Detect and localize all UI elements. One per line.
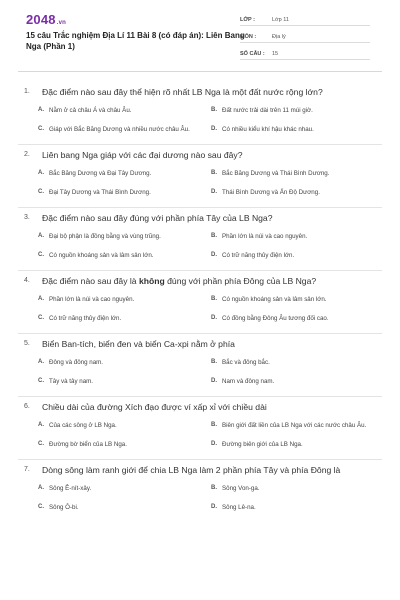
answer-option[interactable] bbox=[211, 312, 378, 324]
option-text: Tây và tây nam. bbox=[49, 377, 94, 385]
option-text: Sông Lê-na. bbox=[222, 503, 256, 511]
meta-value: Lớp 11 bbox=[272, 17, 289, 23]
answer-option[interactable] bbox=[38, 230, 205, 242]
answer-option[interactable] bbox=[38, 501, 205, 513]
question-text bbox=[42, 275, 316, 287]
option-text: Đại Tây Dương và Thái Bình Dương. bbox=[49, 188, 151, 196]
option-text: Phần lớn là núi và cao nguyên. bbox=[222, 232, 308, 240]
question-text-part: Đặc điểm nào sau đây là bbox=[42, 276, 139, 286]
option-letter: D. bbox=[211, 440, 217, 447]
option-text: Đất nước trải dài trên 11 múi giờ. bbox=[222, 106, 313, 114]
option-text: Bắc Băng Dương và Thái Bình Dương. bbox=[222, 169, 330, 177]
option-letter: D. bbox=[211, 125, 217, 132]
answer-option[interactable] bbox=[211, 104, 378, 116]
question-block bbox=[18, 208, 382, 271]
answer-option[interactable] bbox=[211, 375, 378, 387]
logo-main: 2048 bbox=[26, 12, 56, 27]
option-text: Có đồng bằng Đông Âu tương đối cao. bbox=[222, 314, 329, 322]
option-letter: C. bbox=[38, 188, 44, 195]
option-letter: B. bbox=[211, 169, 217, 176]
option-letter: B. bbox=[211, 358, 217, 365]
option-text: Thái Bình Dương và Ấn Độ Dương. bbox=[222, 188, 320, 196]
meta-panel bbox=[240, 12, 370, 63]
answer-option[interactable] bbox=[38, 312, 205, 324]
answer-option[interactable] bbox=[38, 482, 205, 494]
site-logo[interactable] bbox=[26, 12, 66, 27]
answer-option[interactable] bbox=[211, 249, 378, 261]
option-text: Đông và đông nam. bbox=[49, 358, 104, 366]
option-text: Nằm ở cả châu Á và châu Âu. bbox=[49, 106, 132, 114]
question-text bbox=[42, 86, 323, 98]
option-text: Đường bờ biển của LB Nga. bbox=[49, 440, 127, 448]
answer-options bbox=[22, 482, 378, 519]
question-number: 3. bbox=[24, 214, 30, 221]
answer-options bbox=[22, 167, 378, 204]
answer-option[interactable] bbox=[211, 482, 378, 494]
option-letter: B. bbox=[211, 295, 217, 302]
option-text: Biên giới đất liền của LB Nga với các nước châu Âu. bbox=[222, 421, 367, 429]
answer-option[interactable] bbox=[38, 356, 205, 368]
option-text: Bắc Băng Dương và Đại Tây Dương. bbox=[49, 169, 152, 177]
answer-option[interactable] bbox=[211, 167, 378, 179]
question-block bbox=[18, 460, 382, 522]
option-letter: A. bbox=[38, 358, 44, 365]
question-number: 1. bbox=[24, 88, 30, 95]
answer-option[interactable] bbox=[38, 104, 205, 116]
meta-label: SỐ CÂU : bbox=[240, 51, 265, 57]
answer-options bbox=[22, 356, 378, 393]
question-text bbox=[42, 338, 235, 350]
option-letter: C. bbox=[38, 251, 44, 258]
option-text: Sông Ê-nít-xây. bbox=[49, 484, 92, 492]
option-letter: C. bbox=[38, 125, 44, 132]
option-text: Giáp với Bắc Băng Dương và nhiều nước châu Âu. bbox=[49, 125, 190, 133]
meta-row-grade bbox=[240, 12, 370, 26]
question-text-part: Đặc điểm nào sau đây đúng với phần phía Tây của LB Nga? bbox=[42, 213, 273, 223]
option-text: Sông Ô-bi. bbox=[49, 503, 79, 511]
option-letter: A. bbox=[38, 106, 44, 113]
answer-option[interactable] bbox=[211, 186, 378, 198]
answer-option[interactable] bbox=[38, 249, 205, 261]
question-line bbox=[22, 275, 378, 287]
answer-option[interactable] bbox=[38, 293, 205, 305]
option-text: Đường biên giới của LB Nga. bbox=[222, 440, 303, 448]
question-text-part: Liên bang Nga giáp với các đại dương nào sau đây? bbox=[42, 150, 243, 160]
option-text: Bắc và đông bắc. bbox=[222, 358, 270, 366]
question-block bbox=[18, 334, 382, 397]
question-line bbox=[22, 464, 378, 476]
option-text: Sông Von-ga. bbox=[222, 484, 260, 492]
option-letter: B. bbox=[211, 421, 217, 428]
option-text: Có nguồn khoáng sản và lâm sản lớn. bbox=[222, 295, 327, 303]
question-text bbox=[42, 464, 340, 476]
option-letter: B. bbox=[211, 484, 217, 491]
meta-label: MÔN : bbox=[240, 34, 257, 40]
answer-option[interactable] bbox=[38, 419, 205, 431]
question-number: 2. bbox=[24, 151, 30, 158]
question-line bbox=[22, 401, 378, 413]
option-text: Có trữ năng thủy điện lớn. bbox=[49, 314, 122, 322]
answer-option[interactable] bbox=[211, 123, 378, 135]
option-text: Có nguồn khoáng sản và lâm sản lớn. bbox=[49, 251, 154, 259]
option-text: Đại bộ phận là đồng bằng và vùng trũng. bbox=[49, 232, 161, 240]
option-letter: A. bbox=[38, 169, 44, 176]
answer-option[interactable] bbox=[38, 438, 205, 450]
answer-options bbox=[22, 419, 378, 456]
option-letter: A. bbox=[38, 421, 44, 428]
answer-option[interactable] bbox=[211, 419, 378, 431]
question-text bbox=[42, 401, 267, 413]
answer-option[interactable] bbox=[38, 167, 205, 179]
answer-option[interactable] bbox=[211, 501, 378, 513]
meta-label: LỚP : bbox=[240, 17, 255, 23]
answer-options bbox=[22, 230, 378, 267]
question-block bbox=[18, 397, 382, 460]
question-number: 5. bbox=[24, 340, 30, 347]
option-letter: D. bbox=[211, 188, 217, 195]
question-line bbox=[22, 338, 378, 350]
logo-suffix: .vn bbox=[56, 20, 67, 26]
meta-row-count bbox=[240, 46, 370, 60]
option-letter: D. bbox=[211, 503, 217, 510]
option-letter: B. bbox=[211, 106, 217, 113]
page-header bbox=[18, 0, 382, 72]
question-list bbox=[18, 72, 382, 522]
option-letter: C. bbox=[38, 503, 44, 510]
question-text bbox=[42, 149, 243, 161]
question-block bbox=[18, 82, 382, 145]
question-text-part: Dòng sông làm ranh giới để chia LB Nga làm 2 phần phía Tây và phía Đông là bbox=[42, 465, 341, 475]
option-letter: D. bbox=[211, 314, 217, 321]
question-text-part: đúng với phần phía Đông của LB Nga? bbox=[164, 276, 317, 286]
option-text: Có trữ năng thủy điện lớn. bbox=[222, 251, 295, 259]
answer-options bbox=[22, 104, 378, 141]
answer-option[interactable] bbox=[211, 438, 378, 450]
option-text: Phần lớn là núi và cao nguyên. bbox=[49, 295, 135, 303]
option-text: Nam và đông nam. bbox=[222, 377, 275, 385]
question-line bbox=[22, 86, 378, 98]
answer-option[interactable] bbox=[38, 375, 205, 387]
option-letter: D. bbox=[211, 377, 217, 384]
question-text-emphasis: không bbox=[138, 276, 165, 286]
answer-options bbox=[22, 293, 378, 330]
answer-option[interactable] bbox=[211, 356, 378, 368]
option-letter: C. bbox=[38, 440, 44, 447]
option-text: Có nhiều kiểu khí hậu khác nhau. bbox=[222, 125, 314, 133]
option-letter: A. bbox=[38, 295, 44, 302]
answer-option[interactable] bbox=[211, 230, 378, 242]
option-letter: D. bbox=[211, 251, 217, 258]
answer-option[interactable] bbox=[38, 123, 205, 135]
question-text-part: Biển Ban-tích, biển đen và biển Ca-xpi nằm ở phía bbox=[42, 339, 235, 349]
option-letter: B. bbox=[211, 232, 217, 239]
question-block bbox=[18, 271, 382, 334]
meta-value: Địa lý bbox=[272, 34, 286, 40]
question-text-part: Chiều dài của đường Xích đạo được ví xấp xỉ với chiều dài bbox=[42, 402, 267, 412]
meta-row-subject bbox=[240, 29, 370, 43]
option-letter: C. bbox=[38, 314, 44, 321]
option-letter: C. bbox=[38, 377, 44, 384]
page-title: 15 câu Trắc nghiệm Địa Lí 11 Bài 8 (có đáp án): Liên Bang Nga (Phần 1) bbox=[26, 31, 245, 51]
option-letter: A. bbox=[38, 232, 44, 239]
answer-option[interactable] bbox=[38, 186, 205, 198]
question-block bbox=[18, 145, 382, 208]
option-text: Của các sông ở LB Nga. bbox=[49, 421, 117, 429]
question-text bbox=[42, 212, 273, 224]
meta-value: 15 bbox=[272, 51, 279, 57]
question-number: 4. bbox=[24, 277, 30, 284]
question-text-part: Đặc điểm nào sau đây thể hiện rõ nhất LB Nga là một đất nước rộng lớn? bbox=[42, 87, 323, 97]
question-number: 6. bbox=[24, 403, 30, 410]
question-number: 7. bbox=[24, 466, 30, 473]
answer-option[interactable] bbox=[211, 293, 378, 305]
option-letter: A. bbox=[38, 484, 44, 491]
question-line bbox=[22, 149, 378, 161]
question-line bbox=[22, 212, 378, 224]
